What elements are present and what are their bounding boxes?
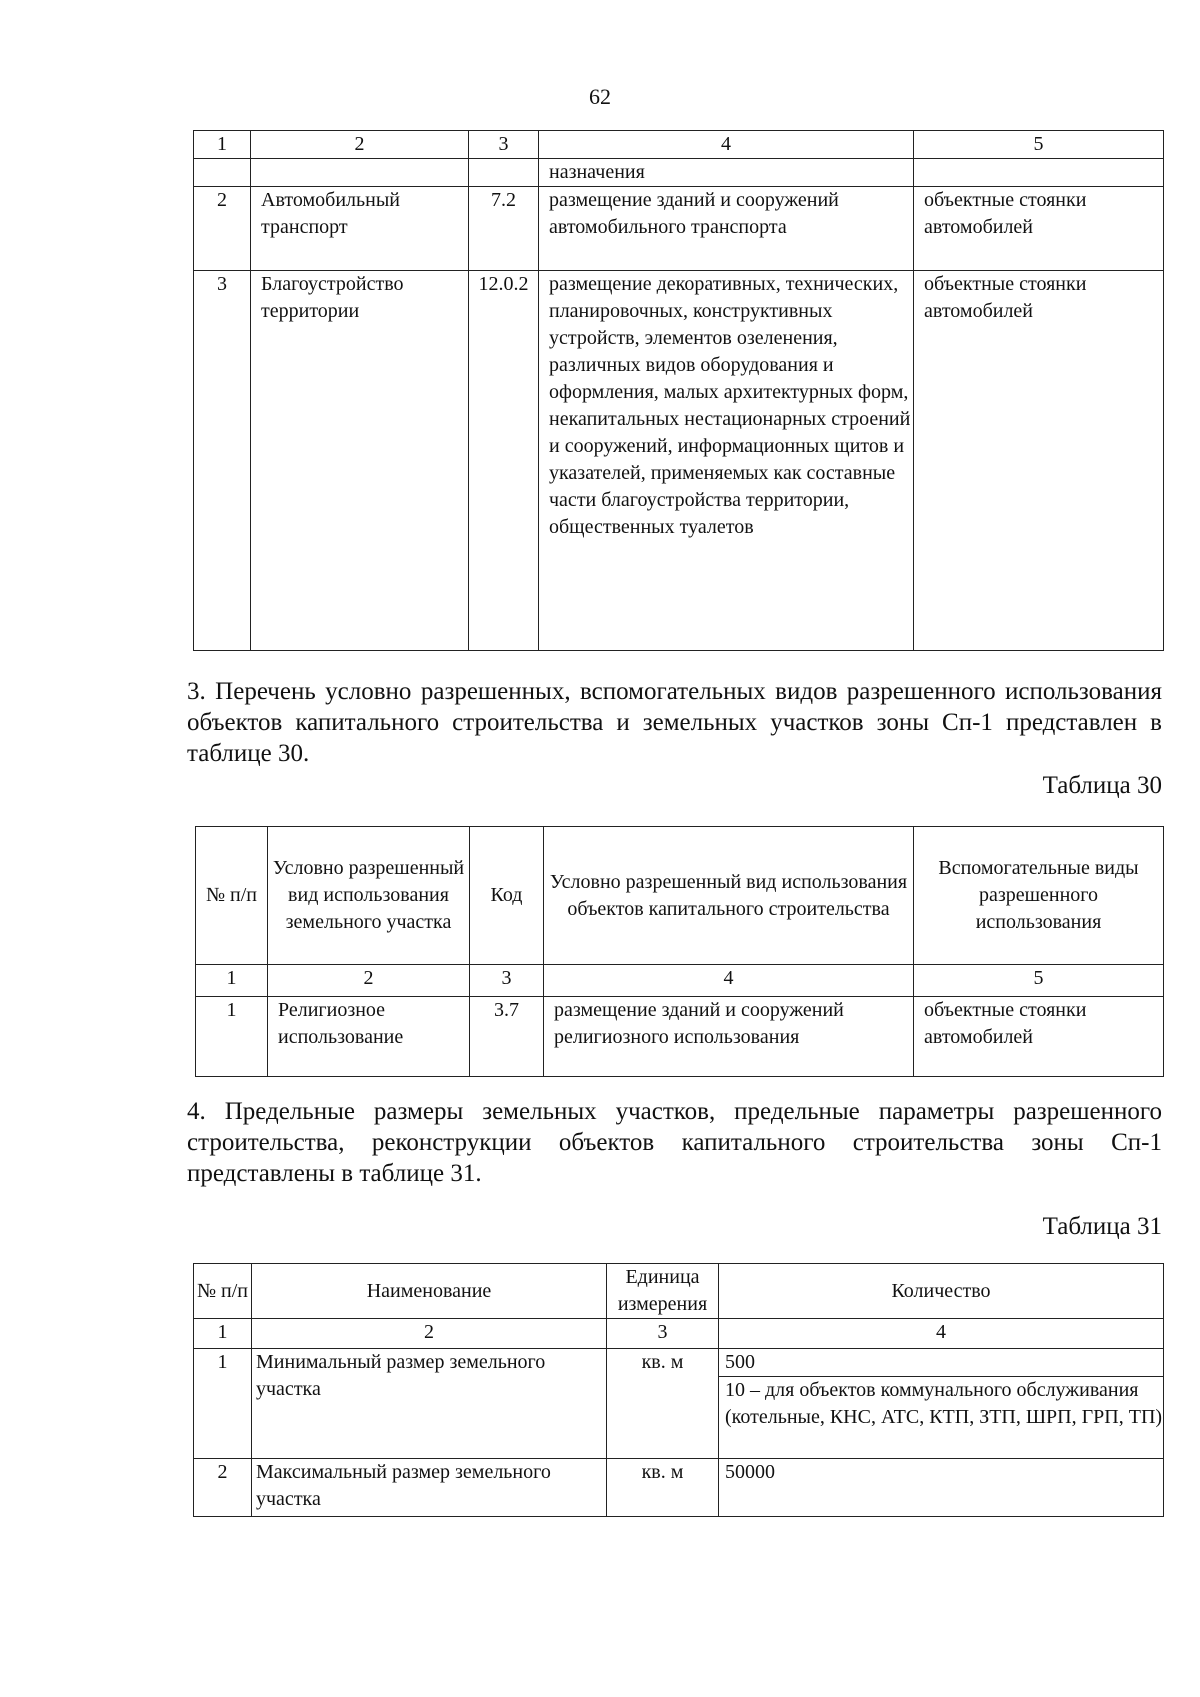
col-number: 2 — [268, 965, 470, 997]
row-name: Автомобильный транспорт — [251, 187, 469, 271]
row-unit: кв. м — [607, 1459, 719, 1517]
paragraph-3: 3. Перечень условно разрешенных, вспомогательных видов разрешенного использования объектов капитального строительства и земельных участков зоны Сп-1 представлен в таблице 30. — [187, 678, 1162, 767]
row-name: Максимальный размер земельного участка — [252, 1459, 607, 1517]
header-name: Наименование — [252, 1264, 607, 1319]
header-land-use: Условно разрешенный вид использования земельного участка — [268, 827, 470, 965]
row-quantity: 50000 — [719, 1459, 1164, 1517]
header-num: № п/п — [196, 827, 268, 965]
continuation-table — [193, 130, 1164, 651]
row-aux: объектные стоянки автомобилей — [914, 997, 1164, 1077]
row-name: Благоустройство территории — [251, 271, 469, 651]
col-number: 4 — [539, 131, 914, 159]
row-code: 7.2 — [469, 187, 539, 271]
row-name — [251, 159, 469, 187]
col-number: 5 — [914, 131, 1164, 159]
col-number: 5 — [914, 965, 1164, 997]
col-number: 3 — [607, 1319, 719, 1349]
row-num: 1 — [194, 1349, 252, 1459]
table-row — [194, 1349, 1164, 1377]
table-row — [196, 997, 1164, 1077]
row-code — [469, 159, 539, 187]
col-number: 4 — [544, 965, 914, 997]
row-code: 3.7 — [470, 997, 544, 1077]
row-desc: назначения — [539, 159, 914, 187]
paragraph-4: 4. Предельные размеры земельных участков, предельные параметры разрешенного строительства, реконструкции объектов капитального строительства зоны Сп-1 представлены в таблице 31. — [187, 1098, 1162, 1187]
row-num: 1 — [196, 997, 268, 1077]
table-row — [194, 159, 1164, 187]
row-desc: размещение зданий и сооружений автомобильного транспорта — [539, 187, 914, 271]
table-31-caption: Таблица 31 — [1042, 1213, 1162, 1240]
col-number: 1 — [194, 131, 251, 159]
row-quantity-min: 500 — [719, 1349, 1164, 1377]
header-code: Код — [470, 827, 544, 965]
row-aux — [914, 159, 1164, 187]
header-unit: Единица измерения — [607, 1264, 719, 1319]
col-number: 3 — [470, 965, 544, 997]
row-num: 2 — [194, 1459, 252, 1517]
row-name: Минимальный размер земельного участка — [252, 1349, 607, 1459]
header-capital-use: Условно разрешенный вид использования объектов капитального строительства — [544, 827, 914, 965]
row-unit: кв. м — [607, 1349, 719, 1459]
row-desc: размещение декоративных, технических, планировочных, конструктивных устройств, элементов озеленения, различных видов оборудования и оформления, малых архитектурных форм, некапитальных нестационарных строений и сооружений, информационных щитов и указателей, применяемых как составные части благоустройства территории, общественных туалетов — [539, 271, 914, 651]
header-aux-use: Вспомогательные виды разрешенного использования — [914, 827, 1164, 965]
page-number: 62 — [589, 84, 611, 109]
row-aux: объектные стоянки автомобилей — [914, 271, 1164, 651]
row-desc: размещение зданий и сооружений религиозного использования — [544, 997, 914, 1077]
row-quantity-utility: 10 – для объектов коммунального обслуживания (котельные, КНС, АТС, КТП, ЗТП, ШРП, ГРП, ТП) — [719, 1377, 1164, 1459]
header-quantity: Количество — [719, 1264, 1164, 1319]
row-num: 3 — [194, 271, 251, 651]
table-30 — [195, 826, 1164, 1077]
table-row — [194, 271, 1164, 651]
table-31 — [193, 1263, 1164, 1517]
table-row — [194, 187, 1164, 271]
row-code: 12.0.2 — [469, 271, 539, 651]
col-number: 1 — [194, 1319, 252, 1349]
row-num — [194, 159, 251, 187]
col-number: 1 — [196, 965, 268, 997]
row-aux: объектные стоянки автомобилей — [914, 187, 1164, 271]
col-number: 4 — [719, 1319, 1164, 1349]
header-num: № п/п — [194, 1264, 252, 1319]
row-num: 2 — [194, 187, 251, 271]
table-row — [194, 1459, 1164, 1517]
table-30-caption: Таблица 30 — [1042, 772, 1162, 799]
col-number: 2 — [251, 131, 469, 159]
row-name: Религиозное использование — [268, 997, 470, 1077]
col-number: 3 — [469, 131, 539, 159]
col-number: 2 — [252, 1319, 607, 1349]
